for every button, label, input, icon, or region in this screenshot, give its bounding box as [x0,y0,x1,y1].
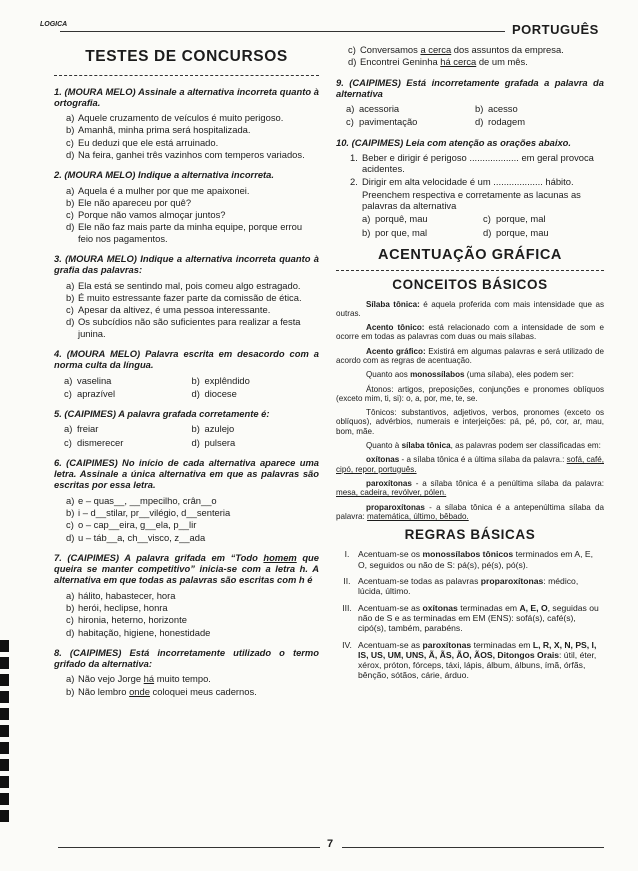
option[interactable]: d) rodagem [475,116,526,128]
question-10-stem: 10. (CAIPIMES) Leia com atenção as orações abaixo. [336,136,571,148]
option[interactable]: c) Conversamos a cerca dos assuntos da empresa. [348,44,564,55]
option[interactable]: a) Não vejo Jorge há muito tempo. [66,673,211,685]
option[interactable]: c) pavimentação [346,116,418,128]
questions-1-3 [54,86,319,339]
subsection-conceitos: CONCEITOS BÁSICOS [392,277,548,293]
question-4-stem: 4. (MOURA MELO) Palavra escrita em desacordo com a norma culta da língua. [54,347,319,371]
silaba-tonica-intro: Quanto à sílaba tônica, as palavras podem ser classificadas em: [366,441,601,451]
monossilabos-tonicos: Tônicos: substantivos, adjetivos, verbos, pronomes (exceto os oblíquos), advérbios, numerais e interjeições: pá, pé, pó, cor, ar, mau, bom, mãe. [336,408,604,436]
option[interactable]: b) explêndido [191,374,250,386]
publisher-logo: LOGICA [40,21,68,28]
option[interactable]: b) herói, heclipse, honra [66,602,168,613]
option[interactable]: b) azulejo [191,423,235,435]
rule-1: I. Acentuam-se os monossílabos tônicos terminados em A, E, O, seguidos ou não de S: pá(s), pé(s), pó(s). [344,549,593,570]
option[interactable]: c) hironia, heterno, horizonte [66,614,187,626]
option[interactable]: a) e – quas__, __mpecilho, crân__o [66,494,217,506]
title-divider [54,75,319,76]
rule-4: IV. Acentuam-se as paroxítonas terminadas em L, R, X, N, PS, I, IS, US, UM, UNS, Ã, ÃS, ÃO, ÃOS, Ditongos Orais: útil, éter, xérox, próton, fórceps, táxi, lápis, álbum, álbuns, ímã, órfãs, bênção, sótãos, cárie, árduo. [342,639,597,681]
option[interactable]: a) vaselina [64,374,112,386]
option[interactable]: a) acessoria [346,103,400,115]
definition-silaba-tonica: Sílaba tônica: é aquela proferida com mais intensidade que as outras. [336,299,604,318]
definition-acento-grafico: Acento gráfico: Existirá em algumas palavras e será utilizado de acordo com as regras de acentuação. [336,346,604,365]
definition-acento-tonico: Acento tônico: está relacionado com a intensidade de som e ocorre em todas as palavras com duas ou mais sílabas. [336,323,605,342]
option[interactable]: d) u – táb__a, ch__visco, z__ada [66,531,206,543]
question-stem: 3. (MOURA MELO) Indique a alternativa incorreta quanto à grafia das palavras: [54,252,319,276]
question-8-options [66,673,319,697]
option[interactable]: a) Aquela é a mulher por que me apaixonei. [66,184,250,196]
option[interactable]: d) pulsera [191,436,236,448]
option[interactable]: c) aprazível [64,387,116,399]
section-title-acentuacao: ACENTUAÇÃO GRÁFICA [378,246,562,263]
option[interactable]: d) habitação, higiene, honestidade [66,626,211,638]
proparoxitonas-def: proparoxítonas - a sílaba tônica é a antepenúltima sílaba da palavra: matemática, último, bêbado. [336,502,604,521]
footer-rule-left [58,847,320,848]
question-7-stem: 7. (CAIPIMES) A palavra grifada em “Todo homem que queira se manter competitivo” inicia-se com a letra h. A alternativa em que todas as palavras são escritas com h é [54,551,319,586]
option[interactable]: a) Aquele cruzamento de veículos é muito perigoso. [66,112,284,124]
question-6-options [66,495,319,543]
option[interactable]: a) porquê, mau [362,213,428,225]
option[interactable]: d) Os subcídios não são suficientes para realizar a festa junina. [66,316,301,339]
option[interactable]: c) Apesar da altivez, é uma pessoa interessante. [66,304,271,316]
question-8-options-cont [348,44,604,68]
question-stem: 2. (MOURA MELO) Indique a alternativa incorreta. [54,169,275,181]
option[interactable]: c) dismerecer [64,436,124,448]
header-rule [60,31,505,32]
question-5-stem: 5. (CAIPIMES) A palavra grafada corretamente é: [54,408,270,420]
page-title: TESTES DE CONCURSOS [85,48,288,65]
rule-3: III. Acentuam-se as oxítonas terminadas em A, E, O, seguidas ou não de S e as terminadas em EM (ENS): sofá(s), café(s), cipó(s), também, parabéns. [342,602,599,634]
option[interactable]: c) o – cap__eira, g__ela, p__lir [66,519,197,531]
option[interactable]: d) diocese [191,387,237,399]
question-6-stem: 6. (CAIPIMES) No início de cada alternativa aparece uma letra. Assinale a única alternativa em que as palavras são escritas por essa letra. [54,456,319,491]
question-stem: 1. (MOURA MELO) Assinale a alternativa incorreta quanto à ortografia. [54,85,319,108]
option[interactable]: d) Na feira, ganhei três vazinhos com temperos variados. [66,149,305,160]
question-8-stem: 8. (CAIPIMES) Está incorretamente utilizado o termo grifado da alternativa: [54,646,319,670]
question-5-options [64,423,319,448]
question-10-instruction: Preenchem respectiva e corretamente as lacunas as palavras da alternativa [362,188,581,212]
option[interactable]: c) Eu deduzi que ele está arruinado. [66,136,219,148]
option[interactable]: b) Não lembro onde coloquei meus cadernos. [66,685,257,697]
question-10-options [362,213,604,238]
option[interactable]: a) hálito, habastecer, hora [66,589,176,601]
page-number: 7 [327,838,334,850]
option[interactable]: b) É muito estressante fazer parte da comissão de ética. [66,291,302,303]
option[interactable]: b) Amanhã, minha prima será hospitalizada. [66,124,251,136]
option[interactable]: d) Encontrei Geninha há cerca de um mês. [348,56,528,68]
option[interactable]: a) freiar [64,423,99,435]
option[interactable]: b) i – d__stilar, pr__vilégio, d__senteria [66,507,231,519]
monossilabos-atonos: Átonos: artigos, preposições, conjunções e pronomes oblíquos (exceto mim, ti, si): o, a, por, me, te, se. [336,384,604,403]
option[interactable]: c) Porque não vamos almoçar juntos? [66,209,226,221]
question-10-item: 2. Dirigir em alta velocidade é um ................... hábito. [350,175,574,187]
question-options [66,280,319,339]
option[interactable]: b) por que, mal [362,226,428,238]
question-10-item: 1. Beber e dirigir é perigoso ................... em geral provoca acidentes. [350,151,594,175]
question-9-stem: 9. (CAIPIMES) Está incorretamente grafada a palavra da alternativa [336,76,604,99]
footer-rule-right [342,847,604,848]
subject-title: PORTUGUÊS [512,22,599,37]
question-9-options [346,103,604,128]
oxitonas-def: oxítonas - a sílaba tônica é a última sílaba da palavra.: sofá, café, cipó, repor, português. [336,455,604,474]
question-options [66,185,319,244]
question-7-options [66,590,319,638]
binding-holes [0,640,9,840]
option[interactable]: b) acesso [475,103,518,115]
option[interactable]: d) Ele não faz mais parte da minha equipe, porque errou feio nos pagamentos. [66,221,303,244]
section-divider [336,270,604,271]
option[interactable]: a) Ela está se sentindo mal, pois comeu algo estragado. [66,279,301,291]
left-column [54,44,319,706]
monossilabos-intro: Quanto aos monossílabos (uma sílaba), eles podem ser: [366,370,574,380]
paroxitonas-def: paroxítonas - a sílaba tônica é a penúltima sílaba da palavra: mesa, cadeira, revólver, pólen. [336,478,604,498]
question-options [66,112,319,160]
option[interactable]: b) Ele não apareceu por quê? [66,196,192,208]
right-column [336,44,604,687]
option[interactable]: d) porque, mau [483,226,549,238]
rule-2: II. Acentuam-se todas as palavras proparoxítonas: médico, lúcida, último. [343,575,579,597]
question-4-options [64,375,319,400]
option[interactable]: c) porque, mal [483,213,546,225]
subsection-regras: REGRAS BÁSICAS [404,527,536,543]
